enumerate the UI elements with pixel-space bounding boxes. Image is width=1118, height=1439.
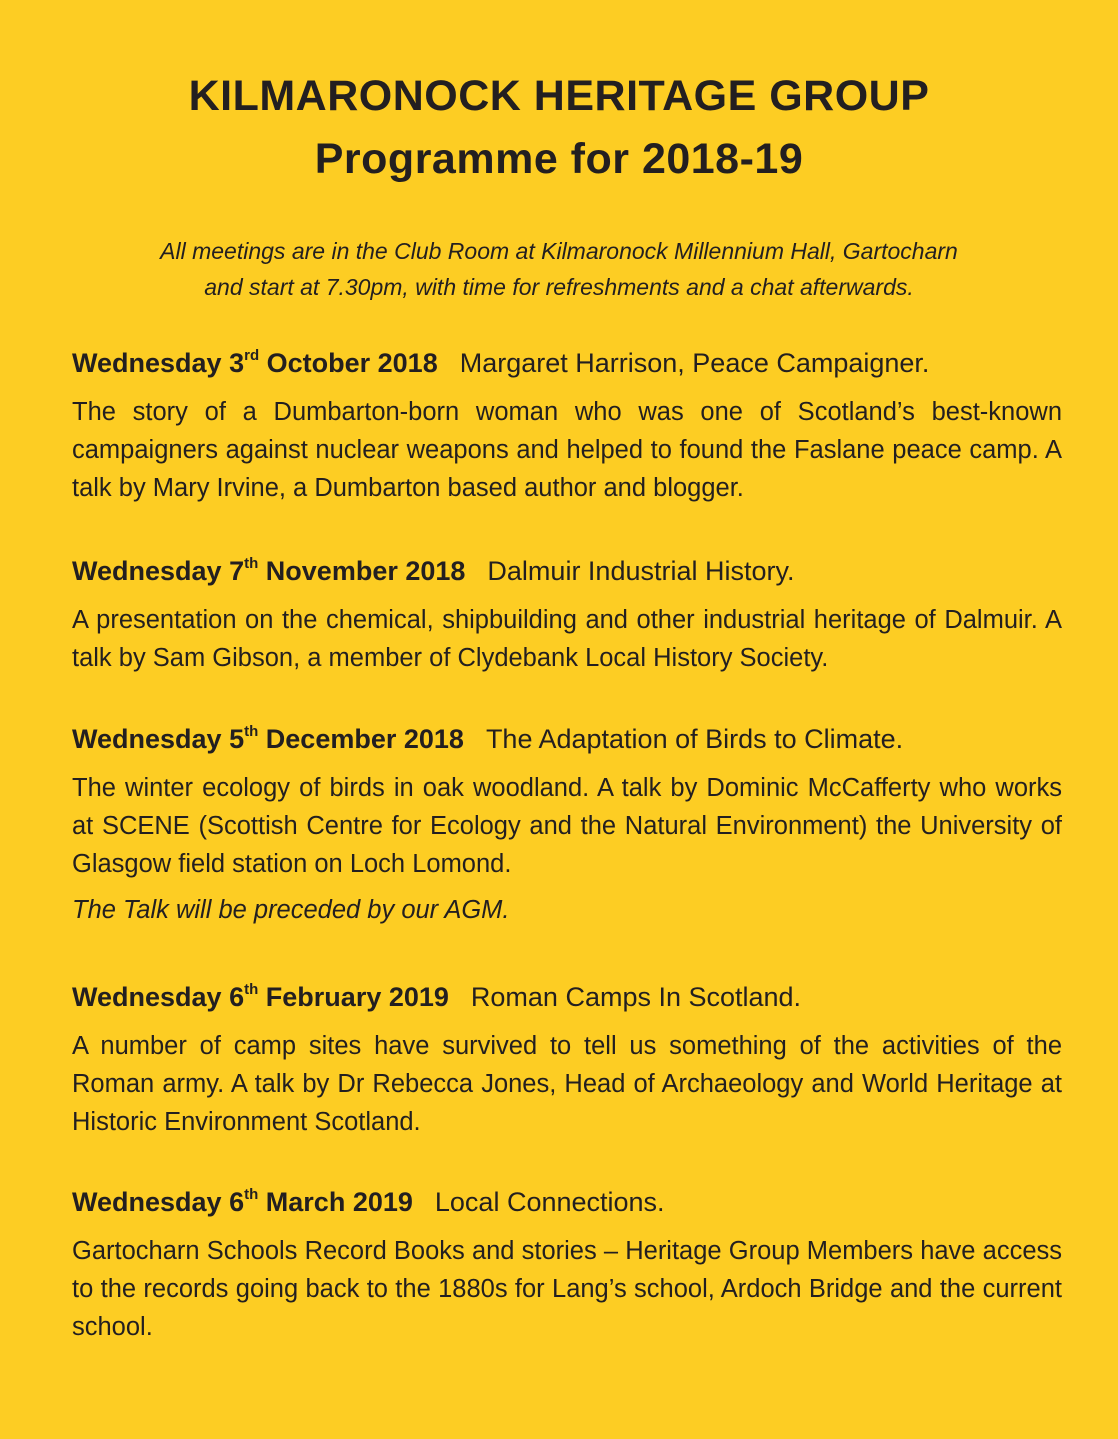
event-item [72,1185,1062,1346]
event-description: A presentation on the chemical, shipbuilding and other industrial heritage of Dalmuir. A talk by Sam Gibson, a member of Clydebank Local History Society. [72,606,1062,672]
event-day: 6 [229,982,245,1012]
event-day: 7 [229,556,245,586]
event-day-suffix: th [244,1186,259,1203]
event-date [72,724,464,754]
event-header [72,346,1062,380]
event-title: The Adaptation of Birds to Climate. [485,724,904,754]
meeting-info-line: and start at 7.30pm, with time for refreshments and a chat afterwards. [204,274,914,300]
event-header [72,554,1062,588]
event-title: Roman Camps In Scotland. [470,982,802,1012]
event-title: Local Connections. [434,1187,665,1217]
event-month-year: February 2019 [265,982,449,1012]
event-item [72,722,1062,929]
event-title: Margaret Harrison, Peace Campaigner. [459,348,930,378]
event-item [72,980,1062,1141]
event-description: A number of camp sites have survived to tell us something of the activities of the Roman army. A talk by Dr Rebecca Jones, Head of Archaeology and World Heritage at Historic Environment Scotland. [72,1032,1062,1136]
event-description: Gartocharn Schools Record Books and stories – Heritage Group Members have access to the records going back to the 1880s for Lang’s school, Ardoch Bridge and the current school. [72,1237,1062,1341]
event-day: 3 [229,348,245,378]
event-day-suffix: rd [244,347,260,364]
event-description: The story of a Dumbarton-born woman who was one of Scotland’s best-known campaigners against nuclear weapons and helped to found the Faslane peace camp. A talk by Mary Irvine, a Dumbarton based author and blogger. [72,398,1062,502]
event-day-suffix: th [244,981,259,998]
event-month-year: November 2018 [265,556,466,586]
event-day-suffix: th [244,723,259,740]
event-day-suffix: th [244,555,259,572]
event-weekday: Wednesday [72,724,222,754]
meeting-info-line: All meetings are in the Club Room at Kilmaronock Millennium Hall, Gartocharn [160,238,958,264]
event-item [72,554,1062,677]
event-day: 6 [229,1187,245,1217]
event-item [72,346,1062,507]
event-header [72,980,1062,1014]
group-name-heading: KILMARONOCK HERITAGE GROUP [188,72,930,120]
event-date [72,348,438,378]
event-month-year: December 2018 [265,724,464,754]
event-date [72,982,449,1012]
event-weekday: Wednesday [72,1187,222,1217]
event-weekday: Wednesday [72,982,222,1012]
event-month-year: October 2018 [266,348,438,378]
event-weekday: Wednesday [72,348,222,378]
event-header [72,722,1062,756]
event-title: Dalmuir Industrial History. [487,556,795,586]
event-note: The Talk will be preceded by our AGM. [72,896,510,924]
programme-heading: Programme for 2018-19 [314,135,804,183]
event-header [72,1185,1062,1219]
event-day: 5 [229,724,245,754]
event-month-year: March 2019 [265,1187,413,1217]
event-date [72,1187,413,1217]
meeting-info [0,233,1118,305]
event-date [72,556,465,586]
event-description: The winter ecology of birds in oak woodland. A talk by Dominic McCafferty who works at SCENE (Scottish Centre for Ecology and the Natural Environment) the University of Glasgow field station on Loch Lomond. [72,774,1062,878]
event-weekday: Wednesday [72,556,222,586]
